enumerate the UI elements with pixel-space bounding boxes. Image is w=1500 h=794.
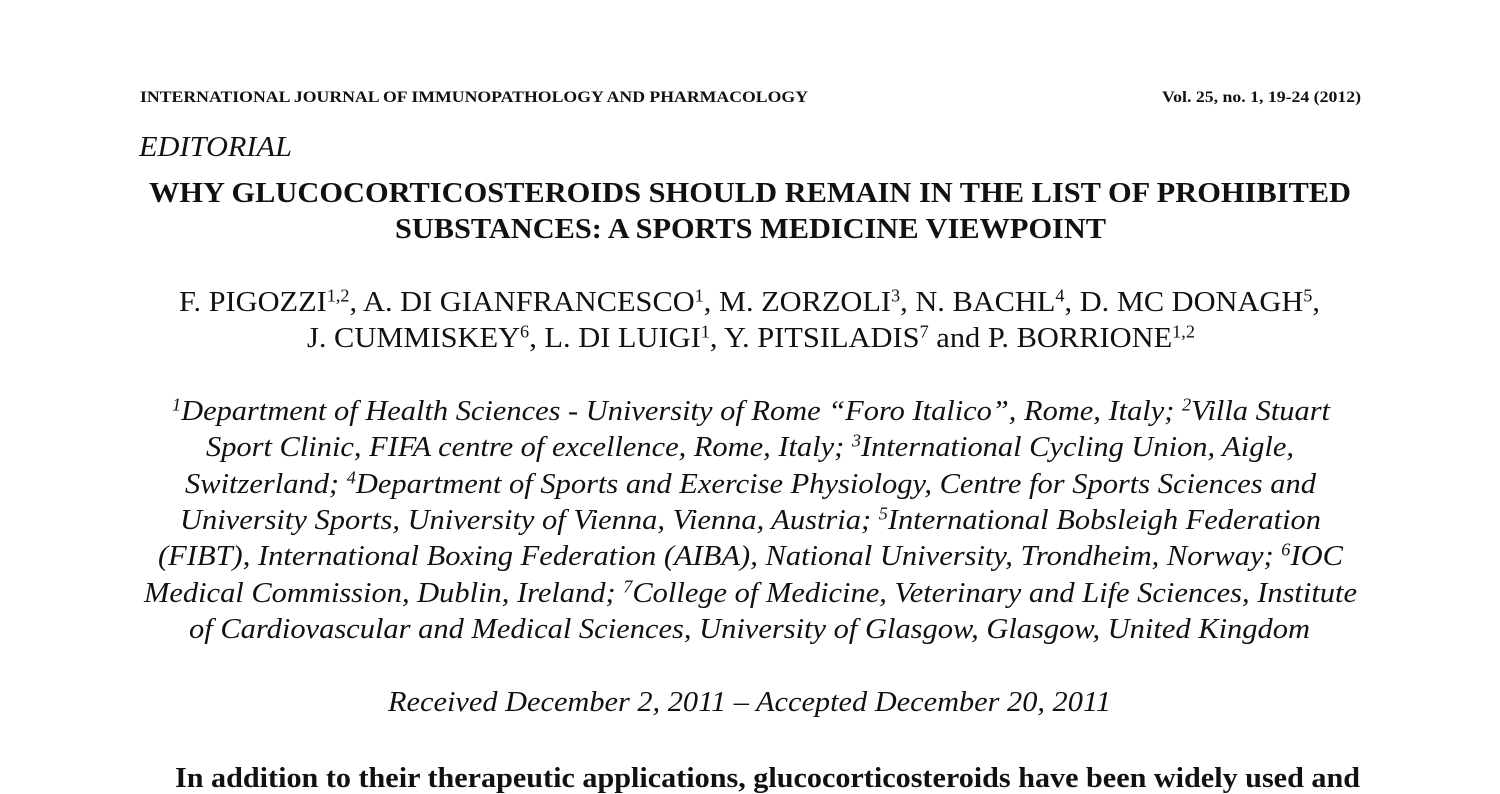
text-segment: Sport Clinic, FIFA centre of excellence, Rome, Italy; xyxy=(206,431,852,463)
affiliation-line xyxy=(180,503,1321,536)
text-segment: of Cardiovascular and Medical Sciences, University of Glasgow, Glasgow, United Kingdom xyxy=(189,613,1310,645)
affiliation-superscript: 1,2 xyxy=(1172,321,1195,342)
text-segment: J. CUMMISKEY xyxy=(307,322,521,354)
section-label: EDITORIAL xyxy=(139,131,292,163)
text-segment: International Cycling Union, Aigle, xyxy=(860,431,1294,463)
affiliation-line xyxy=(144,576,1357,609)
affiliation-superscript: 2 xyxy=(1181,394,1192,415)
affiliation-superscript: 3 xyxy=(851,430,861,451)
received-accepted-dates: Received December 2, 2011 – Accepted December 20, 2011 xyxy=(388,686,1111,718)
body-text-line: In addition to their therapeutic applications, glucocorticosteroids have been widely used and xyxy=(175,762,1360,794)
volume-info: Vol. 25, no. 1, 19-24 (2012) xyxy=(1162,89,1361,106)
text-segment: , M. ZORZOLI xyxy=(703,286,892,318)
text-segment: Department of Sports and Exercise Physiology, Centre for Sports Sciences and xyxy=(355,468,1317,500)
affiliation-superscript: 1 xyxy=(700,321,710,342)
text-segment: IOC xyxy=(1290,540,1343,572)
text-segment: University Sports, University of Vienna, Vienna, Austria; xyxy=(180,504,879,536)
affiliation-superscript: 7 xyxy=(623,576,633,597)
text-segment: (FIBT), International Boxing Federation (AIBA), National University, Trondheim, Norway; xyxy=(158,540,1282,572)
affiliation-superscript: 6 xyxy=(1281,539,1291,560)
affiliation-line xyxy=(185,467,1317,500)
affiliation-superscript: 7 xyxy=(919,321,929,342)
affiliation-superscript: 1,2 xyxy=(326,285,350,306)
text-segment: , N. BACHL xyxy=(900,286,1056,318)
affiliation-line xyxy=(189,615,1310,644)
affiliation-superscript: 5 xyxy=(1303,285,1313,306)
text-segment: Switzerland; xyxy=(185,468,347,500)
affiliation-superscript: 4 xyxy=(346,467,356,488)
text-segment: Villa Stuart xyxy=(1191,395,1330,427)
text-segment: Medical Commission, Dublin, Ireland; xyxy=(144,577,624,609)
title-line-2: SUBSTANCES: A SPORTS MEDICINE VIEWPOINT xyxy=(395,213,1106,245)
title-line-1: WHY GLUCOCORTICOSTEROIDS SHOULD REMAIN IN THE LIST OF PROHIBITED xyxy=(149,177,1351,209)
text-segment: , L. DI LUIGI xyxy=(529,322,701,354)
affiliation-superscript: 5 xyxy=(878,503,888,524)
affiliation-line xyxy=(158,539,1343,572)
affiliation-superscript: 1 xyxy=(172,394,182,415)
text-segment: College of Medicine, Veterinary and Life Sciences, Institute xyxy=(632,577,1357,609)
text-segment: Department of Health Sciences - University of Rome “Foro Italico”, Rome, Italy; xyxy=(181,395,1182,427)
affiliation-superscript: 1 xyxy=(694,285,704,306)
text-segment: F. PIGOZZI xyxy=(179,286,327,318)
text-segment: International Bobsleigh Federation xyxy=(887,504,1321,536)
text-segment: , D. MC DONAGH xyxy=(1064,286,1304,318)
affiliation-line xyxy=(172,394,1330,427)
affiliation-superscript: 4 xyxy=(1055,285,1065,306)
text-segment: , Y. PITSILADIS xyxy=(709,322,920,354)
authors-line-1 xyxy=(179,285,1320,318)
affiliation-superscript: 3 xyxy=(891,285,901,306)
affiliation-line xyxy=(206,430,1294,463)
text-segment: , A. DI GIANFRANCESCO xyxy=(349,286,695,318)
text-segment: , xyxy=(1312,286,1320,318)
affiliation-superscript: 6 xyxy=(520,321,530,342)
journal-name: INTERNATIONAL JOURNAL OF IMMUNOPATHOLOGY AND PHARMACOLOGY xyxy=(140,89,808,106)
authors-line-2 xyxy=(307,321,1195,354)
text-segment: and P. BORRIONE xyxy=(928,322,1173,354)
